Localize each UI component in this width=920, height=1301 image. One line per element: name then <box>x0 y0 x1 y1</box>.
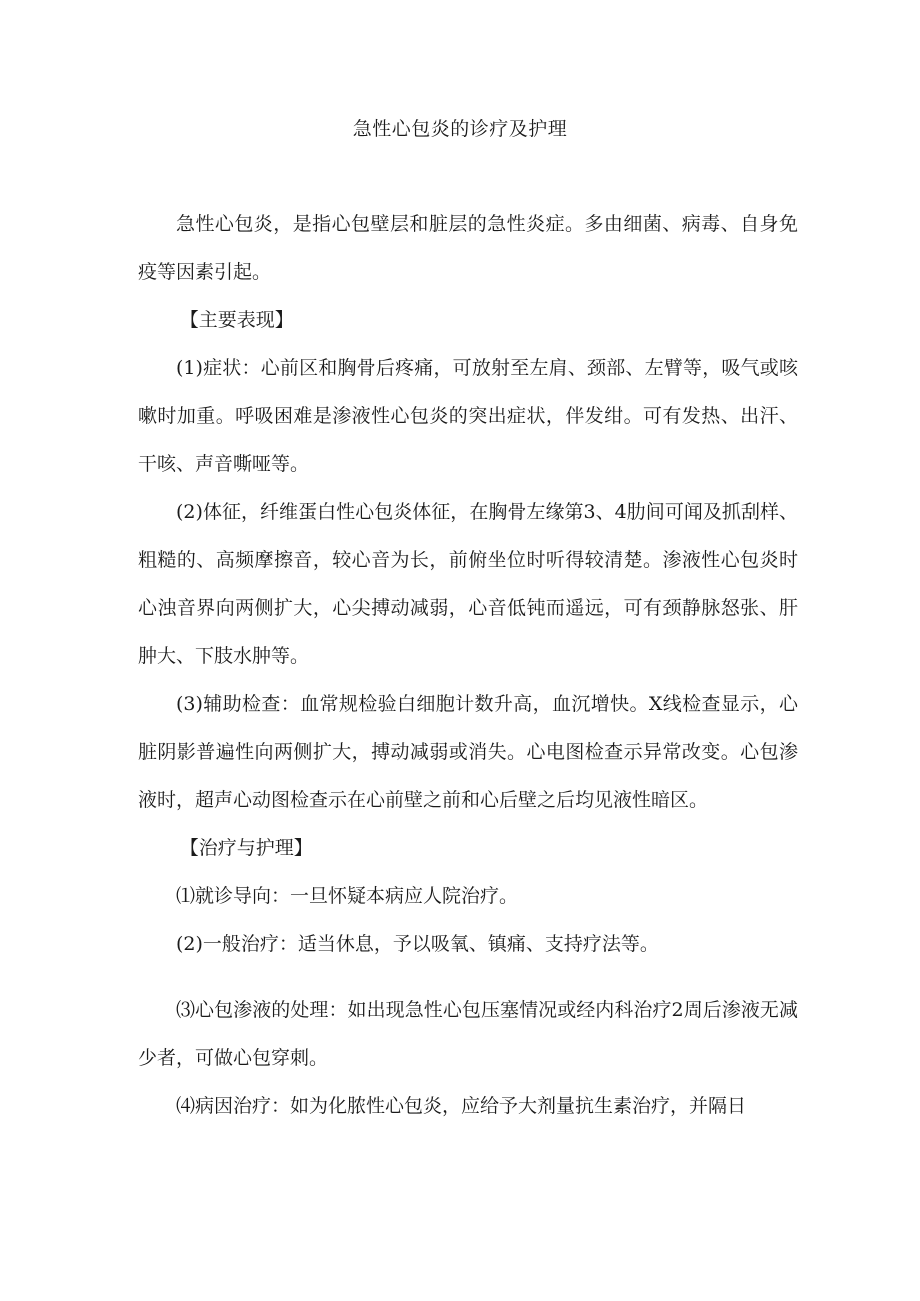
symptoms-paragraph: (1)症状：心前区和胸骨后疼痛，可放射至左肩、颈部、左臂等，吸气或咳嗽时加重。呼吸困难是渗液性心包炎的突出症状，伴发绀。可有发热、出汗、干咳、声音嘶哑等。 <box>138 357 798 475</box>
general-treatment-paragraph: (2)一般治疗：适当休息，予以吸氧、镇痛、支持疗法等。 <box>176 933 659 955</box>
signs-paragraph: (2)体征，纤维蛋白性心包炎体征，在胸骨左缘第3、4肋间可闻及抓刮样、粗糙的、高频摩擦音，较心音为长，前俯坐位时听得较清楚。渗液性心包炎时心浊音界向两侧扩大，心尖搏动减弱，心音低钝而遥远，可有颈静脉怒张、肝肿大、下肢水肿等。 <box>138 501 798 667</box>
document-body <box>138 200 798 1130</box>
etiology-treatment-paragraph: ⑷病因治疗：如为化脓性心包炎，应给予大剂量抗生素治疗，并隔日 <box>176 1095 747 1117</box>
effusion-treatment-paragraph: ⑶心包渗液的处理：如出现急性心包压塞情况或经内科治疗2周后渗液无减少者，可做心包穿刺。 <box>138 999 798 1069</box>
intro-paragraph: 急性心包炎，是指心包壁层和脏层的急性炎症。多由细菌、病毒、自身免疫等因素引起。 <box>138 213 798 283</box>
section-heading-main-manifestations: 【主要表现】 <box>179 309 294 331</box>
document-title: 急性心包炎的诊疗及护理 <box>352 118 568 140</box>
visit-guidance-paragraph: ⑴就诊导向：一旦怀疑本病应人院治疗。 <box>176 885 519 907</box>
section-heading-treatment-nursing: 【治疗与护理】 <box>179 837 313 859</box>
auxiliary-exam-paragraph: (3)辅助检查：血常规检验白细胞计数升高，血沉增快。X线检查显示，心脏阴影普遍性向两侧扩大，搏动减弱或消失。心电图检查示异常改变。心包渗液时，超声心动图检查示在心前壁之前和心后壁之后均见液性暗区。 <box>138 693 798 811</box>
